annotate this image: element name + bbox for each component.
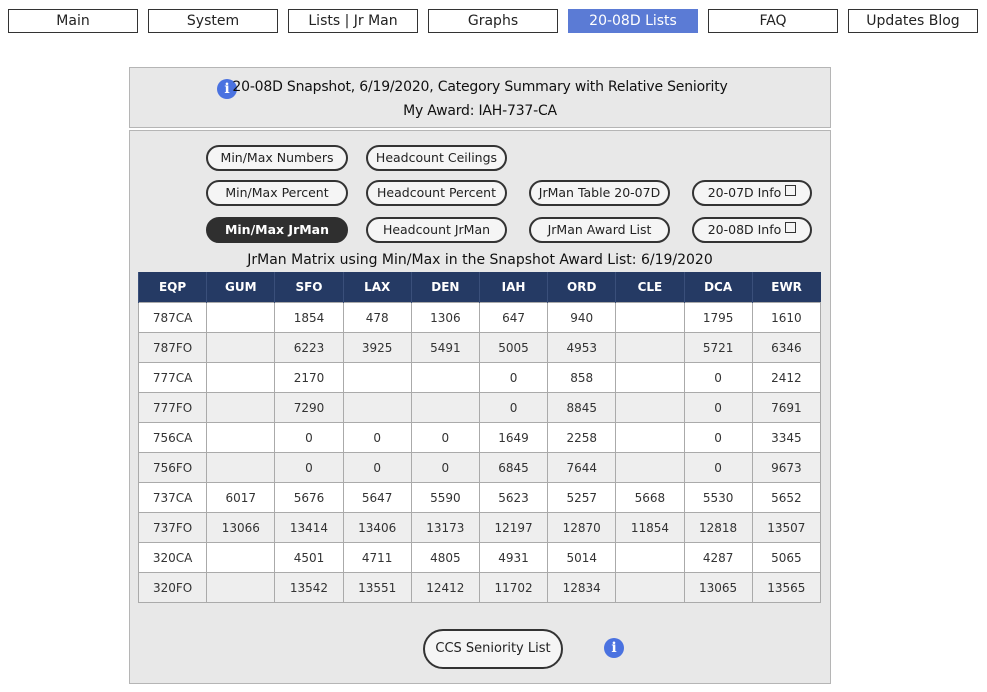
table-cell: 0 xyxy=(684,453,752,483)
table-cell: 13066 xyxy=(207,513,275,543)
table-cell: 11702 xyxy=(479,573,547,603)
table-cell xyxy=(411,393,479,423)
table-cell: 737FO xyxy=(139,513,207,543)
table-cell: 7691 xyxy=(752,393,820,423)
table-cell: 5676 xyxy=(275,483,343,513)
table-cell xyxy=(207,453,275,483)
column-header-eqp: EQP xyxy=(139,272,207,303)
table-cell: 6845 xyxy=(479,453,547,483)
table-cell: 5005 xyxy=(479,333,547,363)
column-header-gum: GUM xyxy=(207,272,275,303)
jrman-award-list-button[interactable]: JrMan Award List xyxy=(529,217,670,243)
table-cell: 787CA xyxy=(139,303,207,333)
table-cell: 4711 xyxy=(343,543,411,573)
column-header-ewr: EWR xyxy=(752,272,820,303)
table-cell: 756FO xyxy=(139,453,207,483)
table-cell: 13565 xyxy=(752,573,820,603)
table-cell: 5065 xyxy=(752,543,820,573)
table-cell: 13414 xyxy=(275,513,343,543)
table-cell: 4287 xyxy=(684,543,752,573)
info-2007d-button[interactable] xyxy=(692,180,812,206)
nav-main[interactable]: Main xyxy=(8,9,138,33)
table-cell: 0 xyxy=(411,423,479,453)
table-cell: 0 xyxy=(684,363,752,393)
table-cell: 4501 xyxy=(275,543,343,573)
table-cell xyxy=(207,573,275,603)
table-cell: 0 xyxy=(479,393,547,423)
table-cell: 6346 xyxy=(752,333,820,363)
table-row xyxy=(139,393,821,423)
table-cell: 5721 xyxy=(684,333,752,363)
table-cell: 1795 xyxy=(684,303,752,333)
table-cell: 13507 xyxy=(752,513,820,543)
external-link-icon xyxy=(785,185,796,196)
table-cell: 12818 xyxy=(684,513,752,543)
table-cell: 9673 xyxy=(752,453,820,483)
nav-lists-jrman[interactable]: Lists | Jr Man xyxy=(288,9,418,33)
nav-graphs[interactable]: Graphs xyxy=(428,9,558,33)
table-cell: 5014 xyxy=(548,543,616,573)
table-row xyxy=(139,543,821,573)
table-cell: 6223 xyxy=(275,333,343,363)
table-cell: 4953 xyxy=(548,333,616,363)
table-cell: 320CA xyxy=(139,543,207,573)
table-cell: 7290 xyxy=(275,393,343,423)
info-2007d-label: 20-07D Info xyxy=(707,185,782,200)
table-cell: 0 xyxy=(684,423,752,453)
table-cell: 858 xyxy=(548,363,616,393)
column-header-sfo: SFO xyxy=(275,272,343,303)
headcount-percent-button[interactable]: Headcount Percent xyxy=(366,180,507,206)
table-cell xyxy=(616,363,684,393)
table-cell: 777CA xyxy=(139,363,207,393)
table-cell: 777FO xyxy=(139,393,207,423)
table-cell xyxy=(207,363,275,393)
table-cell: 737CA xyxy=(139,483,207,513)
table-cell: 13406 xyxy=(343,513,411,543)
table-cell xyxy=(616,573,684,603)
table-cell: 13065 xyxy=(684,573,752,603)
table-cell: 756CA xyxy=(139,423,207,453)
table-cell: 2170 xyxy=(275,363,343,393)
table-cell: 940 xyxy=(548,303,616,333)
table-cell: 787FO xyxy=(139,333,207,363)
table-row xyxy=(139,333,821,363)
table-cell: 1649 xyxy=(479,423,547,453)
headcount-ceilings-button[interactable]: Headcount Ceilings xyxy=(366,145,507,171)
ccs-seniority-list-button[interactable]: CCS Seniority List xyxy=(423,629,563,669)
page-title: 20-08D Snapshot, 6/19/2020, Category Summary with Relative Seniority xyxy=(232,79,728,95)
table-cell: 3345 xyxy=(752,423,820,453)
table-row xyxy=(139,423,821,453)
table-cell: 5491 xyxy=(411,333,479,363)
column-header-cle: CLE xyxy=(616,272,684,303)
external-link-icon xyxy=(785,222,796,233)
table-cell: 12412 xyxy=(411,573,479,603)
table-cell: 4805 xyxy=(411,543,479,573)
table-cell: 0 xyxy=(684,393,752,423)
table-cell: 320FO xyxy=(139,573,207,603)
info-2008d-label: 20-08D Info xyxy=(707,222,782,237)
table-cell: 4931 xyxy=(479,543,547,573)
column-header-den: DEN xyxy=(411,272,479,303)
table-cell xyxy=(207,333,275,363)
info-2008d-button[interactable] xyxy=(692,217,812,243)
table-row xyxy=(139,483,821,513)
table-cell: 2412 xyxy=(752,363,820,393)
table-cell: 0 xyxy=(343,453,411,483)
nav-system[interactable]: System xyxy=(148,9,278,33)
table-cell: 0 xyxy=(275,453,343,483)
table-cell: 0 xyxy=(343,423,411,453)
nav-20-08d-lists[interactable]: 20-08D Lists xyxy=(568,9,698,33)
table-cell: 1306 xyxy=(411,303,479,333)
table-cell: 5652 xyxy=(752,483,820,513)
jrman-matrix-table xyxy=(138,272,821,603)
table-cell: 1854 xyxy=(275,303,343,333)
table-cell xyxy=(616,543,684,573)
table-cell xyxy=(207,303,275,333)
headcount-jrman-button[interactable]: Headcount JrMan xyxy=(366,217,507,243)
table-cell: 8845 xyxy=(548,393,616,423)
table-row xyxy=(139,513,821,543)
minmax-percent-button[interactable]: Min/Max Percent xyxy=(206,180,348,206)
column-header-ord: ORD xyxy=(548,272,616,303)
table-cell: 7644 xyxy=(548,453,616,483)
table-row xyxy=(139,573,821,603)
column-header-dca: DCA xyxy=(684,272,752,303)
table-cell: 5590 xyxy=(411,483,479,513)
table-cell: 12870 xyxy=(548,513,616,543)
table-cell: 11854 xyxy=(616,513,684,543)
table-title: JrMan Matrix using Min/Max in the Snapshot Award List: 6/19/2020 xyxy=(247,252,713,268)
column-header-lax: LAX xyxy=(343,272,411,303)
header-panel xyxy=(129,67,831,128)
table-cell xyxy=(207,543,275,573)
table-row xyxy=(139,363,821,393)
table-cell xyxy=(616,393,684,423)
table-cell: 13173 xyxy=(411,513,479,543)
nav-updates-blog[interactable]: Updates Blog xyxy=(848,9,978,33)
minmax-jrman-button[interactable]: Min/Max JrMan xyxy=(206,217,348,243)
table-cell: 12834 xyxy=(548,573,616,603)
table-cell: 2258 xyxy=(548,423,616,453)
table-cell: 3925 xyxy=(343,333,411,363)
table-cell xyxy=(616,423,684,453)
table-cell: 5647 xyxy=(343,483,411,513)
table-cell: 12197 xyxy=(479,513,547,543)
table-cell: 5623 xyxy=(479,483,547,513)
table-row xyxy=(139,303,821,333)
table-cell: 5530 xyxy=(684,483,752,513)
table-cell xyxy=(616,333,684,363)
table-cell xyxy=(207,393,275,423)
table-row xyxy=(139,453,821,483)
minmax-numbers-button[interactable]: Min/Max Numbers xyxy=(206,145,348,171)
table-cell xyxy=(343,393,411,423)
table-cell xyxy=(207,423,275,453)
table-cell: 5257 xyxy=(548,483,616,513)
my-award: My Award: IAH-737-CA xyxy=(403,103,557,119)
table-cell: 13542 xyxy=(275,573,343,603)
table-cell: 5668 xyxy=(616,483,684,513)
table-cell: 6017 xyxy=(207,483,275,513)
info-icon[interactable]: i xyxy=(604,638,624,658)
table-cell xyxy=(616,303,684,333)
table-cell xyxy=(411,363,479,393)
jrman-table-button[interactable]: JrMan Table 20-07D xyxy=(529,180,670,206)
table-cell: 0 xyxy=(411,453,479,483)
column-header-iah: IAH xyxy=(479,272,547,303)
table-cell: 13551 xyxy=(343,573,411,603)
table-header-row xyxy=(139,272,821,303)
table-cell: 0 xyxy=(479,363,547,393)
table-cell: 478 xyxy=(343,303,411,333)
table-cell xyxy=(616,453,684,483)
table-cell: 647 xyxy=(479,303,547,333)
nav-faq[interactable]: FAQ xyxy=(708,9,838,33)
table-cell: 1610 xyxy=(752,303,820,333)
table-cell xyxy=(343,363,411,393)
table-cell: 0 xyxy=(275,423,343,453)
info-icon[interactable]: i xyxy=(217,79,237,99)
